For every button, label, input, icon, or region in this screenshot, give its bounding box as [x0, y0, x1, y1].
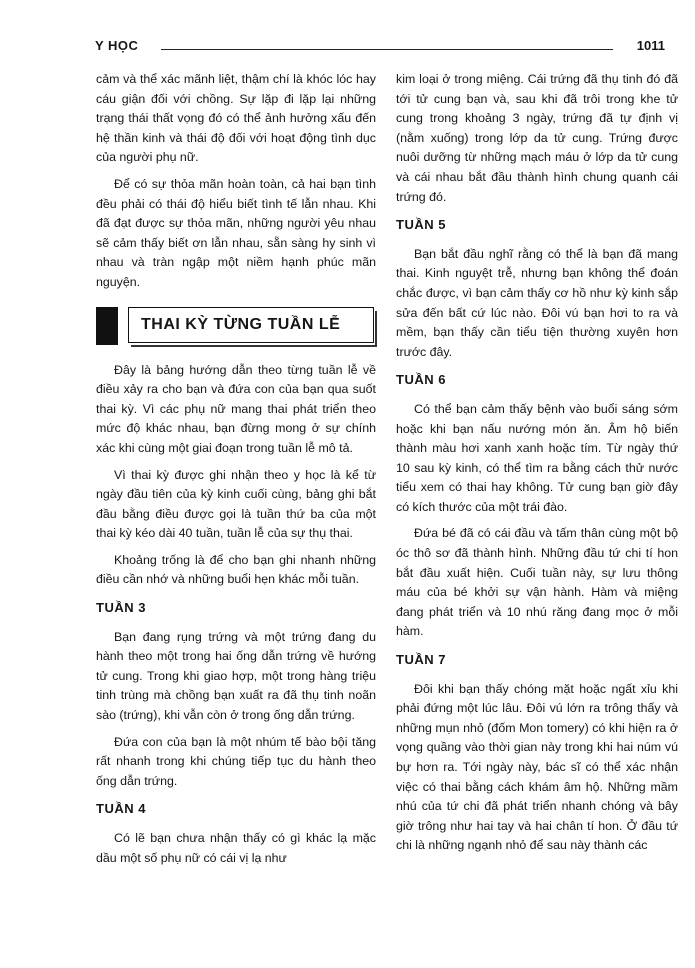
week-heading: TUẦN 5 [396, 217, 446, 233]
paragraph: cảm và thể xác mãnh liệt, thậm chí là khóc lóc hay cáu giận đối với chồng. Sự lặp đi lặp lại những trạng thái thất vọng đó có thể ảnh hưởng xấu đến hệ thần kinh và thái độ đối với hoạt động tình dục của người phụ nữ. [96, 72, 376, 165]
week-heading: TUẦN 6 [396, 372, 446, 388]
paragraph: Đứa con của bạn là một nhúm tế bào bội tăng rất nhanh trong khi chúng tiếp tục du hành theo ống dẫn trứng. [96, 734, 376, 788]
header-rule [161, 49, 613, 50]
paragraph: kim loại ở trong miệng. Cái trứng đã thụ tinh đó đã tới tử cung bạn và, sau khi đã trôi trong khe tử cung trong khoảng 3 ngày, trứng đã tự định vị (nằm xuống) trong lớp da tử cung. Trứng được nuôi dưỡng từ những mạch máu ở lớp da tử cung và cái nhau bắt đầu thành hình chung quanh cái trứng đó. [396, 72, 678, 204]
week-heading: TUẦN 4 [96, 801, 146, 817]
paragraph: Đây là bảng hướng dẫn theo từng tuần lễ về điều xảy ra cho bạn và đứa con của bạn qua suốt thai kỳ. Vì các phụ nữ mang thai phát triển theo mức độ khác nhau, bạn đừng mong ở sự chính xác khi cùng một giai đoạn trong tuần lễ mô tả. [96, 362, 376, 455]
week-heading: TUẦN 3 [96, 600, 146, 616]
paragraph: Bạn bắt đầu nghĩ rằng có thể là bạn đã mang thai. Kinh nguyệt trễ, nhưng bạn không thể đoán chắc được, vì bạn cảm thấy cơ hồ như kỳ kinh sắp sửa đến bất cứ lúc nào. Đôi vú bạn hơi to ra và mềm, bạn thấy cần tiểu tiện thường xuyên hơn trước đây. [396, 246, 678, 359]
page-number: 1011 [636, 38, 665, 53]
section-title-text: THAI KỲ TỪNG TUẦN LỄ [128, 307, 374, 343]
running-head-title: Y HỌC [95, 38, 139, 53]
paragraph: Bạn đang rụng trứng và một trứng đang du hành theo một trong hai ống dẫn trứng về hướng tử cung. Trong khi giao hợp, một trong hàng triệu tinh trùng mà chồng bạn xuất ra đã thụ tinh noãn sào (trứng), khi vẫn còn ở trong ống dẫn trứng. [96, 629, 376, 723]
left-column [96, 70, 376, 875]
paragraph: Đứa bé đã có cái đầu và tấm thân cùng một bộ óc thô sơ đã thành hình. Những đầu tứ chi tí hon bắt đầu xuất hiện. Cuối tuần này, sự lưu thông máu của bé khởi sự vận hành. Hàm và miệng đang phát triển và 10 nhú răng đang mọc ở mỗi hàm. [396, 526, 678, 639]
section-marker-block [96, 307, 118, 345]
paragraph: Có thể bạn cảm thấy bệnh vào buổi sáng sớm hoặc khi bạn nấu nướng món ăn. Âm hộ biến thành màu hơi xanh xanh hoặc tím. Từ ngày thứ 10 sau kỳ kinh, có thể tìm ra bằng cách thử nước tiểu xem có thai hay không. Tử cung bạn giờ đây có kích thước của một trái đào. [396, 401, 678, 514]
paragraph: Khoảng trống là để cho bạn ghi nhanh những điều cần nhớ và những buổi hẹn khác mỗi tuần. [96, 552, 376, 587]
paragraph: Có lẽ bạn chưa nhận thấy có gì khác lạ mặc dầu một số phụ nữ có cái vị lạ như [96, 831, 376, 865]
section-title [96, 307, 376, 345]
week-heading: TUẦN 7 [396, 652, 446, 668]
paragraph: Đôi khi bạn thấy chóng mặt hoặc ngất xỉu khi phải đứng một lúc lâu. Đôi vú lớn ra trông thấy và những mụn nhỏ (đốm Mon tomery) có khi hiện ra ở vọng quầng vào thời gian này trong khi hai núm vú bự hơn ra. Tới ngày này, bác sĩ có thể xác nhận việc có thai bằng cách khám âm hộ. Những mầm nhú của tứ chi đã phát triển nhanh chóng và bây giờ trông như hai tay và hai chân tí hon. Ở đầu tứ chi là những ngạnh nhỏ để sau này thành các [396, 681, 678, 853]
right-column [396, 70, 678, 863]
page-header [95, 36, 665, 60]
paragraph: Vì thai kỳ được ghi nhận theo y học là kể từ ngày đầu tiên của kỳ kinh cuối cùng, bảng ghi bắt đầu bằng điều được gọi là tuần thứ ba của một thai kỳ kéo dài 40 tuần, tuần lễ của sự thụ thai. [96, 467, 376, 541]
paragraph: Để có sự thỏa mãn hoàn toàn, cả hai bạn tình đều phải có thái độ hiểu biết tình tế lẫn nhau. Khi đã đạt được sự thỏa mãn, những người yêu nhau sẽ cảm thấy biết ơn lẫn nhau, sẵn sàng hy sinh vì nhau và tràn ngập một niềm hạnh phúc mãn nguyện. [96, 176, 376, 289]
